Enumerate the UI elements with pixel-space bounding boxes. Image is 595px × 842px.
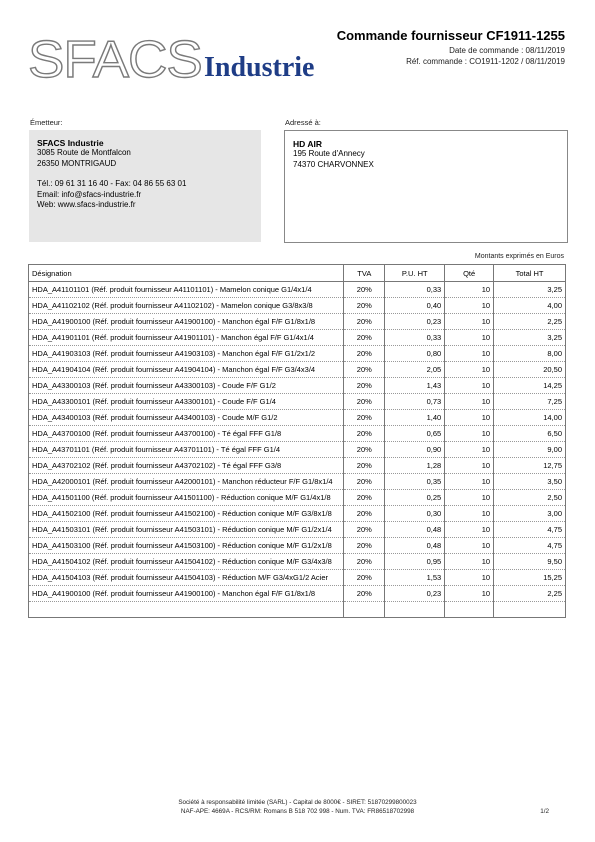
cell-unit-price: 0,35 xyxy=(385,474,445,490)
cell-unit-price: 2,05 xyxy=(385,362,445,378)
order-title: Commande fournisseur CF1911-1255 xyxy=(336,28,565,43)
emitter-address-line2: 26350 MONTRIGAUD xyxy=(37,158,117,168)
cell-quantity: 10 xyxy=(445,474,494,490)
table-row xyxy=(29,490,566,506)
cell-designation: HDA_A41502100 (Réf. produit fournisseur A41502100) - Réduction conique M/F G3/8x1/8 xyxy=(29,506,344,522)
company-logo xyxy=(28,31,318,89)
cell-quantity: 10 xyxy=(445,426,494,442)
cell-vat: 20% xyxy=(344,410,385,426)
recipient-name: HD AIR xyxy=(293,139,322,149)
cell-quantity: 10 xyxy=(445,330,494,346)
cell-unit-price: 0,73 xyxy=(385,394,445,410)
cell-total: 9,00 xyxy=(494,442,566,458)
cell-quantity: 10 xyxy=(445,410,494,426)
legal-footer xyxy=(0,798,595,816)
cell-vat: 20% xyxy=(344,314,385,330)
table-row xyxy=(29,282,566,298)
cell-unit-price: 1,28 xyxy=(385,458,445,474)
cell-total: 3,25 xyxy=(494,282,566,298)
table-row xyxy=(29,298,566,314)
table-row xyxy=(29,442,566,458)
table-row xyxy=(29,378,566,394)
cell-unit-price: 0,33 xyxy=(385,282,445,298)
cell-quantity: 10 xyxy=(445,522,494,538)
table-row xyxy=(29,346,566,362)
table-row xyxy=(29,458,566,474)
cell-designation: HDA_A43300101 (Réf. produit fournisseur A43300101) - Coude F/F G1/4 xyxy=(29,394,344,410)
cell-unit-price: 0,90 xyxy=(385,442,445,458)
cell-vat: 20% xyxy=(344,474,385,490)
cell-total: 3,50 xyxy=(494,474,566,490)
cell-total: 6,50 xyxy=(494,426,566,442)
currency-note: Montants exprimés en Euros xyxy=(474,253,564,260)
cell-unit-price: 0,65 xyxy=(385,426,445,442)
cell-quantity: 10 xyxy=(445,554,494,570)
table-header-row xyxy=(29,265,566,282)
table-row xyxy=(29,554,566,570)
cell-vat: 20% xyxy=(344,522,385,538)
logo-industrie-text: Industrie xyxy=(204,52,315,83)
cell-unit-price: 0,80 xyxy=(385,346,445,362)
cell-quantity: 10 xyxy=(445,298,494,314)
cell-designation: HDA_A41901101 (Réf. produit fournisseur A41901101) - Manchon égal F/F G1/4x1/4 xyxy=(29,330,344,346)
emitter-email: Email: info@sfacs-industrie.fr xyxy=(37,189,142,199)
cell-total: 3,00 xyxy=(494,506,566,522)
cell-unit-price: 1,53 xyxy=(385,570,445,586)
emitter-website: Web: www.sfacs-industrie.fr xyxy=(37,200,136,210)
cell-total: 4,75 xyxy=(494,538,566,554)
footer-line2: NAF-APE: 4669A - RCS/RM: Romans B 518 702 998 - Num. TVA: FR86518702998 xyxy=(180,808,415,815)
table-row xyxy=(29,330,566,346)
cell-total: 2,50 xyxy=(494,490,566,506)
cell-total: 20,50 xyxy=(494,362,566,378)
cell-designation: HDA_A43702102 (Réf. produit fournisseur A43702102) - Té égal FFF G3/8 xyxy=(29,458,344,474)
cell-quantity: 10 xyxy=(445,442,494,458)
cell-designation: HDA_A41900100 (Réf. produit fournisseur A41900100) - Manchon égal F/F G1/8x1/8 xyxy=(29,314,344,330)
cell-unit-price: 1,43 xyxy=(385,378,445,394)
recipient-address-line2: 74370 CHARVONNEX xyxy=(293,159,374,169)
cell-quantity: 10 xyxy=(445,506,494,522)
cell-designation: HDA_A41900100 (Réf. produit fournisseur A41900100) - Manchon égal F/F G1/8x1/8 xyxy=(29,586,344,602)
cell-total: 2,25 xyxy=(494,586,566,602)
cell-total: 4,00 xyxy=(494,298,566,314)
cell-total: 9,50 xyxy=(494,554,566,570)
cell-designation: HDA_A41503101 (Réf. produit fournisseur A41503101) - Réduction conique M/F G1/2x1/4 xyxy=(29,522,344,538)
cell-designation: HDA_A41903103 (Réf. produit fournisseur A41903103) - Manchon égal F/F G1/2x1/2 xyxy=(29,346,344,362)
col-header-unit-price: P.U. HT xyxy=(385,265,445,282)
cell-quantity: 10 xyxy=(445,378,494,394)
cell-unit-price: 0,48 xyxy=(385,538,445,554)
table-row xyxy=(29,394,566,410)
cell-vat: 20% xyxy=(344,330,385,346)
emitter-phone: Tél.: 09 61 31 16 40 - Fax: 04 86 55 63 01 xyxy=(37,179,187,189)
cell-designation: HDA_A41504102 (Réf. produit fournisseur A41504102) - Réduction conique M/F G3/4x3/8 xyxy=(29,554,344,570)
cell-unit-price: 0,30 xyxy=(385,506,445,522)
cell-quantity: 10 xyxy=(445,282,494,298)
table-row xyxy=(29,426,566,442)
cell-designation: HDA_A43700100 (Réf. produit fournisseur A43700100) - Té égal FFF G1/8 xyxy=(29,426,344,442)
table-row xyxy=(29,474,566,490)
cell-unit-price: 1,40 xyxy=(385,410,445,426)
cell-vat: 20% xyxy=(344,506,385,522)
cell-quantity: 10 xyxy=(445,394,494,410)
cell-unit-price: 0,23 xyxy=(385,314,445,330)
cell-vat: 20% xyxy=(344,362,385,378)
cell-designation: HDA_A41904104 (Réf. produit fournisseur A41904104) - Manchon égal F/F G3/4x3/4 xyxy=(29,362,344,378)
recipient-label: Adressé à: xyxy=(285,118,321,127)
order-date: Date de commande : 08/11/2019 xyxy=(449,46,565,55)
table-row xyxy=(29,314,566,330)
cell-designation: HDA_A41501100 (Réf. produit fournisseur A41501100) - Réduction conique M/F G1/4x1/8 xyxy=(29,490,344,506)
table-row xyxy=(29,586,566,602)
cell-quantity: 10 xyxy=(445,346,494,362)
cell-designation: HDA_A41101101 (Réf. produit fournisseur A41101101) - Mamelon conique G1/4x1/4 xyxy=(29,282,344,298)
cell-unit-price: 0,33 xyxy=(385,330,445,346)
emitter-box xyxy=(29,130,261,242)
cell-unit-price: 0,25 xyxy=(385,490,445,506)
cell-total: 14,00 xyxy=(494,410,566,426)
col-header-designation: Désignation xyxy=(29,265,344,282)
cell-total: 2,25 xyxy=(494,314,566,330)
cell-vat: 20% xyxy=(344,378,385,394)
page-number: 1/2 xyxy=(540,808,549,815)
cell-quantity: 10 xyxy=(445,490,494,506)
cell-unit-price: 0,48 xyxy=(385,522,445,538)
cell-vat: 20% xyxy=(344,538,385,554)
cell-quantity: 10 xyxy=(445,570,494,586)
recipient-box xyxy=(284,130,568,243)
logo-sfacs-text: SFACS xyxy=(28,31,202,89)
cell-total: 3,25 xyxy=(494,330,566,346)
cell-vat: 20% xyxy=(344,586,385,602)
cell-vat: 20% xyxy=(344,346,385,362)
cell-vat: 20% xyxy=(344,458,385,474)
cell-vat: 20% xyxy=(344,554,385,570)
col-header-quantity: Qté xyxy=(445,265,494,282)
table-row xyxy=(29,410,566,426)
cell-designation: HDA_A43400103 (Réf. produit fournisseur A43400103) - Coude M/F G1/2 xyxy=(29,410,344,426)
cell-designation: HDA_A41504103 (Réf. produit fournisseur A41504103) - Réduction M/F G3/4xG1/2 Acier xyxy=(29,570,344,586)
col-header-vat: TVA xyxy=(344,265,385,282)
footer-line1: Société à responsabilité limitée (SARL) - Capital de 8000€ - SIRET: 51870299800023 xyxy=(178,799,417,806)
cell-quantity: 10 xyxy=(445,362,494,378)
cell-vat: 20% xyxy=(344,426,385,442)
order-lines-table xyxy=(28,264,566,618)
table-row xyxy=(29,538,566,554)
cell-quantity: 10 xyxy=(445,458,494,474)
cell-total: 7,25 xyxy=(494,394,566,410)
cell-unit-price: 0,40 xyxy=(385,298,445,314)
table-row xyxy=(29,506,566,522)
cell-vat: 20% xyxy=(344,490,385,506)
cell-designation: HDA_A41102102 (Réf. produit fournisseur A41102102) - Mamelon conique G3/8x3/8 xyxy=(29,298,344,314)
cell-designation: HDA_A43300103 (Réf. produit fournisseur A43300103) - Coude F/F G1/2 xyxy=(29,378,344,394)
cell-total: 15,25 xyxy=(494,570,566,586)
table-row xyxy=(29,570,566,586)
cell-vat: 20% xyxy=(344,298,385,314)
cell-vat: 20% xyxy=(344,282,385,298)
cell-vat: 20% xyxy=(344,442,385,458)
recipient-address-line1: 195 Route d'Annecy xyxy=(293,149,365,159)
cell-total: 8,00 xyxy=(494,346,566,362)
table-empty-row xyxy=(29,602,566,618)
cell-total: 14,25 xyxy=(494,378,566,394)
order-reference: Réf. commande : CO1911-1202 / 08/11/2019 xyxy=(406,57,565,66)
cell-quantity: 10 xyxy=(445,586,494,602)
cell-designation: HDA_A43701101 (Réf. produit fournisseur A43701101) - Té égal FFF G1/4 xyxy=(29,442,344,458)
cell-quantity: 10 xyxy=(445,538,494,554)
cell-total: 12,75 xyxy=(494,458,566,474)
cell-total: 4,75 xyxy=(494,522,566,538)
table-row xyxy=(29,362,566,378)
cell-vat: 20% xyxy=(344,394,385,410)
cell-vat: 20% xyxy=(344,570,385,586)
cell-unit-price: 0,95 xyxy=(385,554,445,570)
col-header-total: Total HT xyxy=(494,265,566,282)
table-row xyxy=(29,522,566,538)
cell-designation: HDA_A41503100 (Réf. produit fournisseur A41503100) - Réduction conique M/F G1/2x1/8 xyxy=(29,538,344,554)
cell-unit-price: 0,23 xyxy=(385,586,445,602)
emitter-label: Émetteur: xyxy=(30,118,63,127)
emitter-name: SFACS Industrie xyxy=(37,138,104,148)
cell-designation: HDA_A42000101 (Réf. produit fournisseur A42000101) - Manchon réducteur F/F G1/8x1/4 xyxy=(29,474,344,490)
emitter-address-line1: 3085 Route de Montfalcon xyxy=(37,148,131,158)
cell-quantity: 10 xyxy=(445,314,494,330)
